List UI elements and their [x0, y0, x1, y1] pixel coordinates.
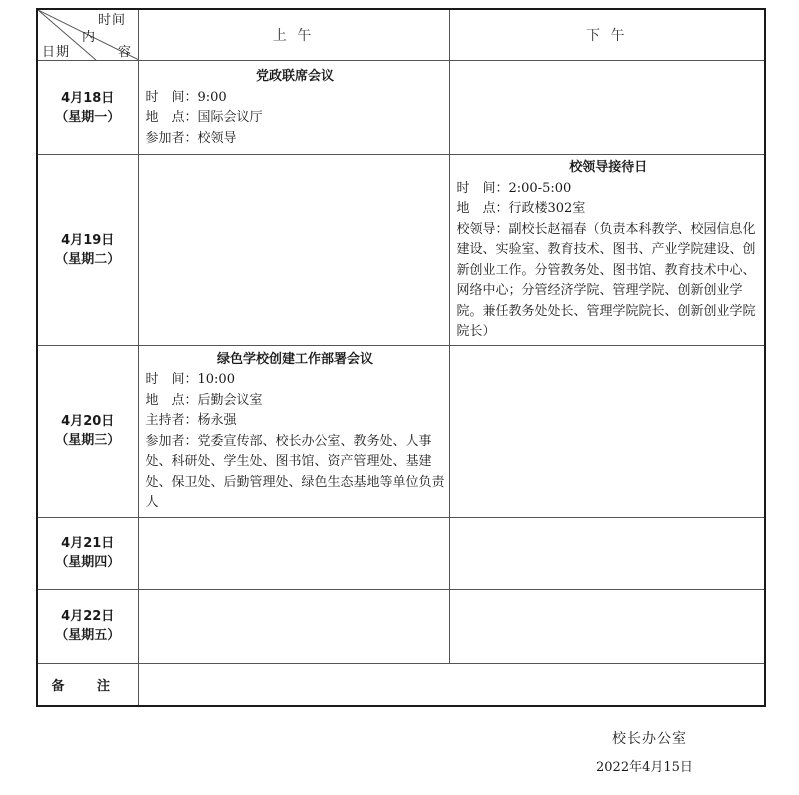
weekday-text: （星期二） — [55, 251, 121, 267]
morning-cell — [138, 61, 449, 155]
weekday-text: （星期四） — [55, 555, 121, 570]
date-cell — [37, 155, 138, 346]
event-title: 党政联席会议 — [255, 69, 334, 84]
date-cell — [37, 589, 138, 663]
afternoon-cell — [449, 517, 765, 589]
day-row-wed — [37, 345, 765, 517]
date-cell — [37, 517, 138, 589]
corner-time-label: 时间 — [98, 13, 127, 28]
event-title: 校领导接待日 — [569, 160, 648, 175]
afternoon-cell — [449, 155, 765, 346]
weekday-text: （星期一） — [55, 109, 121, 125]
morning-cell — [138, 155, 449, 346]
weekday-text: （星期五） — [55, 628, 121, 643]
weekday-text: （星期三） — [55, 433, 121, 448]
event-time: 时 间：10:00 — [145, 372, 235, 387]
date-text: 4月18日 — [61, 90, 115, 106]
afternoon-cell — [449, 61, 765, 155]
schedule-table — [36, 8, 766, 707]
issuing-office: 校长办公室 — [612, 731, 687, 747]
corner-header-cell — [37, 9, 138, 61]
day-row-tue — [37, 155, 765, 346]
morning-cell — [138, 589, 449, 663]
day-row-fri — [37, 589, 765, 663]
afternoon-cell — [449, 589, 765, 663]
remarks-row — [37, 663, 765, 706]
event-participants: 参加者：校领导 — [145, 130, 237, 146]
event-participants: 参加者：党委宣传部、校长办公室、教务处、人事处、科研处、学生处、图书馆、资产管理处、基建处、保卫处、后勤管理处、绿色生态基地等单位负责人 — [145, 433, 445, 510]
remarks-label: 备 注 — [37, 663, 138, 706]
date-text: 4月19日 — [61, 232, 115, 248]
morning-header: 上 午 — [138, 9, 449, 61]
event-title: 绿色学校创建工作部署会议 — [216, 351, 373, 367]
afternoon-header: 下 午 — [449, 9, 765, 61]
event — [139, 64, 449, 151]
event-location: 地 点：后勤会议室 — [145, 392, 263, 408]
event-location: 地 点：行政楼302室 — [456, 201, 586, 216]
corner-content-label-1: 内 — [82, 30, 97, 45]
date-text: 4月20日 — [61, 414, 115, 429]
issue-date: 2022年4月15日 — [596, 760, 693, 775]
event-time: 时 间：9:00 — [145, 89, 227, 105]
remarks-content — [138, 663, 765, 706]
header-row — [37, 9, 765, 61]
date-cell — [37, 345, 138, 517]
event-time: 时 间：2:00-5:00 — [456, 180, 572, 196]
morning-cell — [138, 345, 449, 517]
event-leader: 校领导：副校长赵福春（负责本科教学、校园信息化建设、实验室、教育技术、图书、产业学院建设、创新创业工作。分管教务处、图书馆、教育技术中心、网络中心；分管经济学院、管理学院、创新创业学院。兼任教务处处长、管理学院院长、创新创业学院院长） — [456, 221, 756, 339]
date-cell — [37, 61, 138, 155]
afternoon-cell — [449, 345, 765, 517]
morning-cell — [138, 517, 449, 589]
date-text: 4月21日 — [61, 536, 115, 551]
event — [450, 155, 765, 345]
corner-date-label: 日期 — [42, 45, 71, 60]
day-row-thu — [37, 517, 765, 589]
event-location: 地 点：国际会议厅 — [145, 110, 263, 125]
corner-content-label-2: 容 — [118, 45, 133, 60]
date-text: 4月22日 — [61, 609, 115, 624]
day-row-mon — [37, 61, 765, 155]
event — [139, 347, 449, 516]
event-host: 主持者：杨永强 — [145, 413, 237, 428]
